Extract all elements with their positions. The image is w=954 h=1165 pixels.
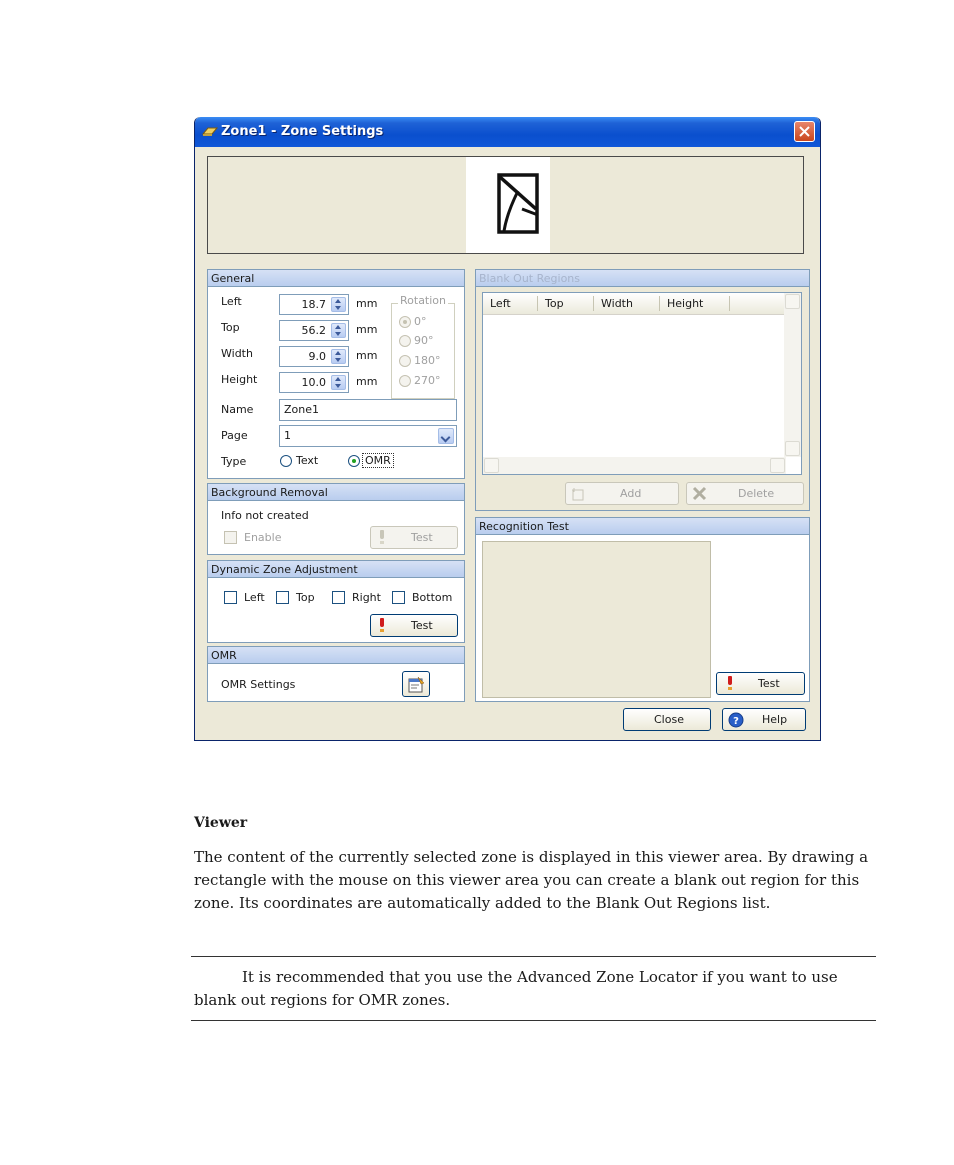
zone-settings-dialog	[194, 117, 821, 741]
close-window-button[interactable]	[794, 121, 815, 142]
height-label: Height	[221, 373, 258, 386]
help-icon	[728, 712, 744, 728]
dza-top-checkbox[interactable]	[276, 591, 289, 604]
page-value: 1	[284, 429, 291, 442]
height-value: 10.0	[301, 376, 326, 389]
blank-out-panel	[475, 269, 810, 511]
spin-arrows-icon[interactable]	[331, 375, 346, 390]
recognition-heading: Recognition Test	[476, 518, 809, 535]
help-button[interactable]: ? Help	[722, 708, 806, 731]
name-input[interactable]: Zone1	[279, 399, 457, 421]
note-top-rule	[191, 956, 876, 957]
recognition-result-view	[482, 541, 711, 698]
top-value: 56.2	[301, 324, 326, 337]
zone-icon	[202, 125, 218, 137]
add-region-button[interactable]: Add	[565, 482, 679, 505]
enable-label: Enable	[244, 531, 282, 544]
add-icon	[571, 487, 585, 501]
width-unit: mm	[356, 349, 378, 362]
background-removal-panel	[207, 483, 465, 555]
close-button[interactable]: Close	[623, 708, 711, 731]
background-test-button[interactable]: Test	[370, 526, 458, 549]
exclamation-icon	[727, 676, 733, 690]
note-bottom-rule	[191, 1020, 876, 1021]
col-left[interactable]: Left	[490, 297, 511, 310]
delete-region-button[interactable]: Delete	[686, 482, 804, 505]
type-text-label: Text	[296, 454, 319, 467]
rotation-0-label: 0°	[414, 315, 427, 328]
rotation-180-label: 180°	[414, 354, 441, 367]
scroll-right-icon[interactable]	[770, 458, 785, 473]
top-label: Top	[221, 321, 240, 334]
enable-checkbox[interactable]	[224, 531, 237, 544]
top-spinner[interactable]	[279, 320, 349, 341]
general-panel	[207, 269, 465, 479]
dza-right-checkbox[interactable]	[332, 591, 345, 604]
dza-left-checkbox[interactable]	[224, 591, 237, 604]
height-spinner[interactable]	[279, 372, 349, 393]
left-unit: mm	[356, 297, 378, 310]
rotation-270-radio[interactable]	[399, 375, 411, 387]
scroll-left-icon[interactable]	[484, 458, 499, 473]
dza-bottom-label: Bottom	[412, 591, 453, 604]
width-label: Width	[221, 347, 253, 360]
exclamation-icon	[379, 530, 385, 544]
left-spinner[interactable]	[279, 294, 349, 315]
omr-box-image	[466, 157, 550, 253]
spin-arrows-icon[interactable]	[331, 323, 346, 338]
dza-right-label: Right	[352, 591, 381, 604]
recognition-test-panel	[475, 517, 810, 702]
list-header	[483, 293, 786, 315]
close-icon	[799, 126, 810, 137]
rotation-180-radio[interactable]	[399, 355, 411, 367]
recognition-test-button[interactable]: Test	[716, 672, 805, 695]
rotation-270-label: 270°	[414, 374, 441, 387]
blank-out-heading: Blank Out Regions	[476, 270, 809, 287]
type-label: Type	[221, 455, 247, 468]
dynamic-zone-heading: Dynamic Zone Adjustment	[208, 561, 464, 578]
omr-panel	[207, 646, 465, 702]
col-height[interactable]: Height	[667, 297, 704, 310]
zone-preview-image	[466, 157, 550, 253]
delete-icon	[692, 486, 707, 501]
blank-out-list[interactable]	[482, 292, 802, 475]
rotation-label: Rotation	[400, 294, 447, 307]
width-spinner[interactable]	[279, 346, 349, 367]
chevron-down-icon[interactable]	[438, 428, 454, 444]
title-bar[interactable]	[195, 117, 820, 147]
note-text: It is recommended that you use the Advanced Zone Locator if you want to use blank out regions for OMR zones.	[194, 968, 838, 1009]
dza-left-label: Left	[244, 591, 265, 604]
rotation-0-radio[interactable]	[399, 316, 411, 328]
general-heading: General	[208, 270, 464, 287]
omr-heading: OMR	[208, 647, 464, 664]
name-label: Name	[221, 403, 254, 416]
dza-bottom-checkbox[interactable]	[392, 591, 405, 604]
info-text: Info not created	[221, 509, 309, 522]
spin-arrows-icon[interactable]	[331, 349, 346, 364]
omr-settings-label: OMR Settings	[221, 678, 296, 691]
scroll-down-icon[interactable]	[785, 441, 800, 456]
rotation-90-radio[interactable]	[399, 335, 411, 347]
scroll-up-icon[interactable]	[785, 294, 800, 309]
zone-viewer[interactable]	[207, 156, 804, 254]
omr-settings-button[interactable]	[402, 671, 430, 697]
type-text-radio[interactable]	[280, 455, 292, 467]
dynamic-zone-panel	[207, 560, 465, 643]
type-omr-label: OMR	[362, 453, 394, 468]
height-unit: mm	[356, 375, 378, 388]
exclamation-icon	[379, 618, 385, 632]
dza-top-label: Top	[296, 591, 315, 604]
top-unit: mm	[356, 323, 378, 336]
vertical-scrollbar[interactable]	[784, 293, 801, 457]
dza-test-button[interactable]: Test	[370, 614, 458, 637]
width-value: 9.0	[308, 350, 326, 363]
horizontal-scrollbar[interactable]	[483, 457, 786, 474]
svg-text:?: ?	[733, 716, 739, 727]
rotation-90-label: 90°	[414, 334, 434, 347]
section-heading: Viewer	[194, 815, 248, 831]
left-value: 18.7	[301, 298, 326, 311]
col-top[interactable]: Top	[545, 297, 564, 310]
page-select[interactable]	[279, 425, 457, 447]
section-paragraph: The content of the currently selected zone is displayed in this viewer area. By drawing a rectangle with the mouse on this viewer area you can create a blank out region for this zone. Its coordinates are automatically added to the Blank Out Regions list.	[194, 848, 869, 912]
spin-arrows-icon[interactable]	[331, 297, 346, 312]
background-removal-heading: Background Removal	[208, 484, 464, 501]
properties-icon	[408, 676, 425, 693]
page-label: Page	[221, 429, 248, 442]
col-width[interactable]: Width	[601, 297, 633, 310]
dialog-title: Zone1 - Zone Settings	[221, 124, 384, 139]
left-label: Left	[221, 295, 242, 308]
type-omr-radio[interactable]	[348, 455, 360, 467]
